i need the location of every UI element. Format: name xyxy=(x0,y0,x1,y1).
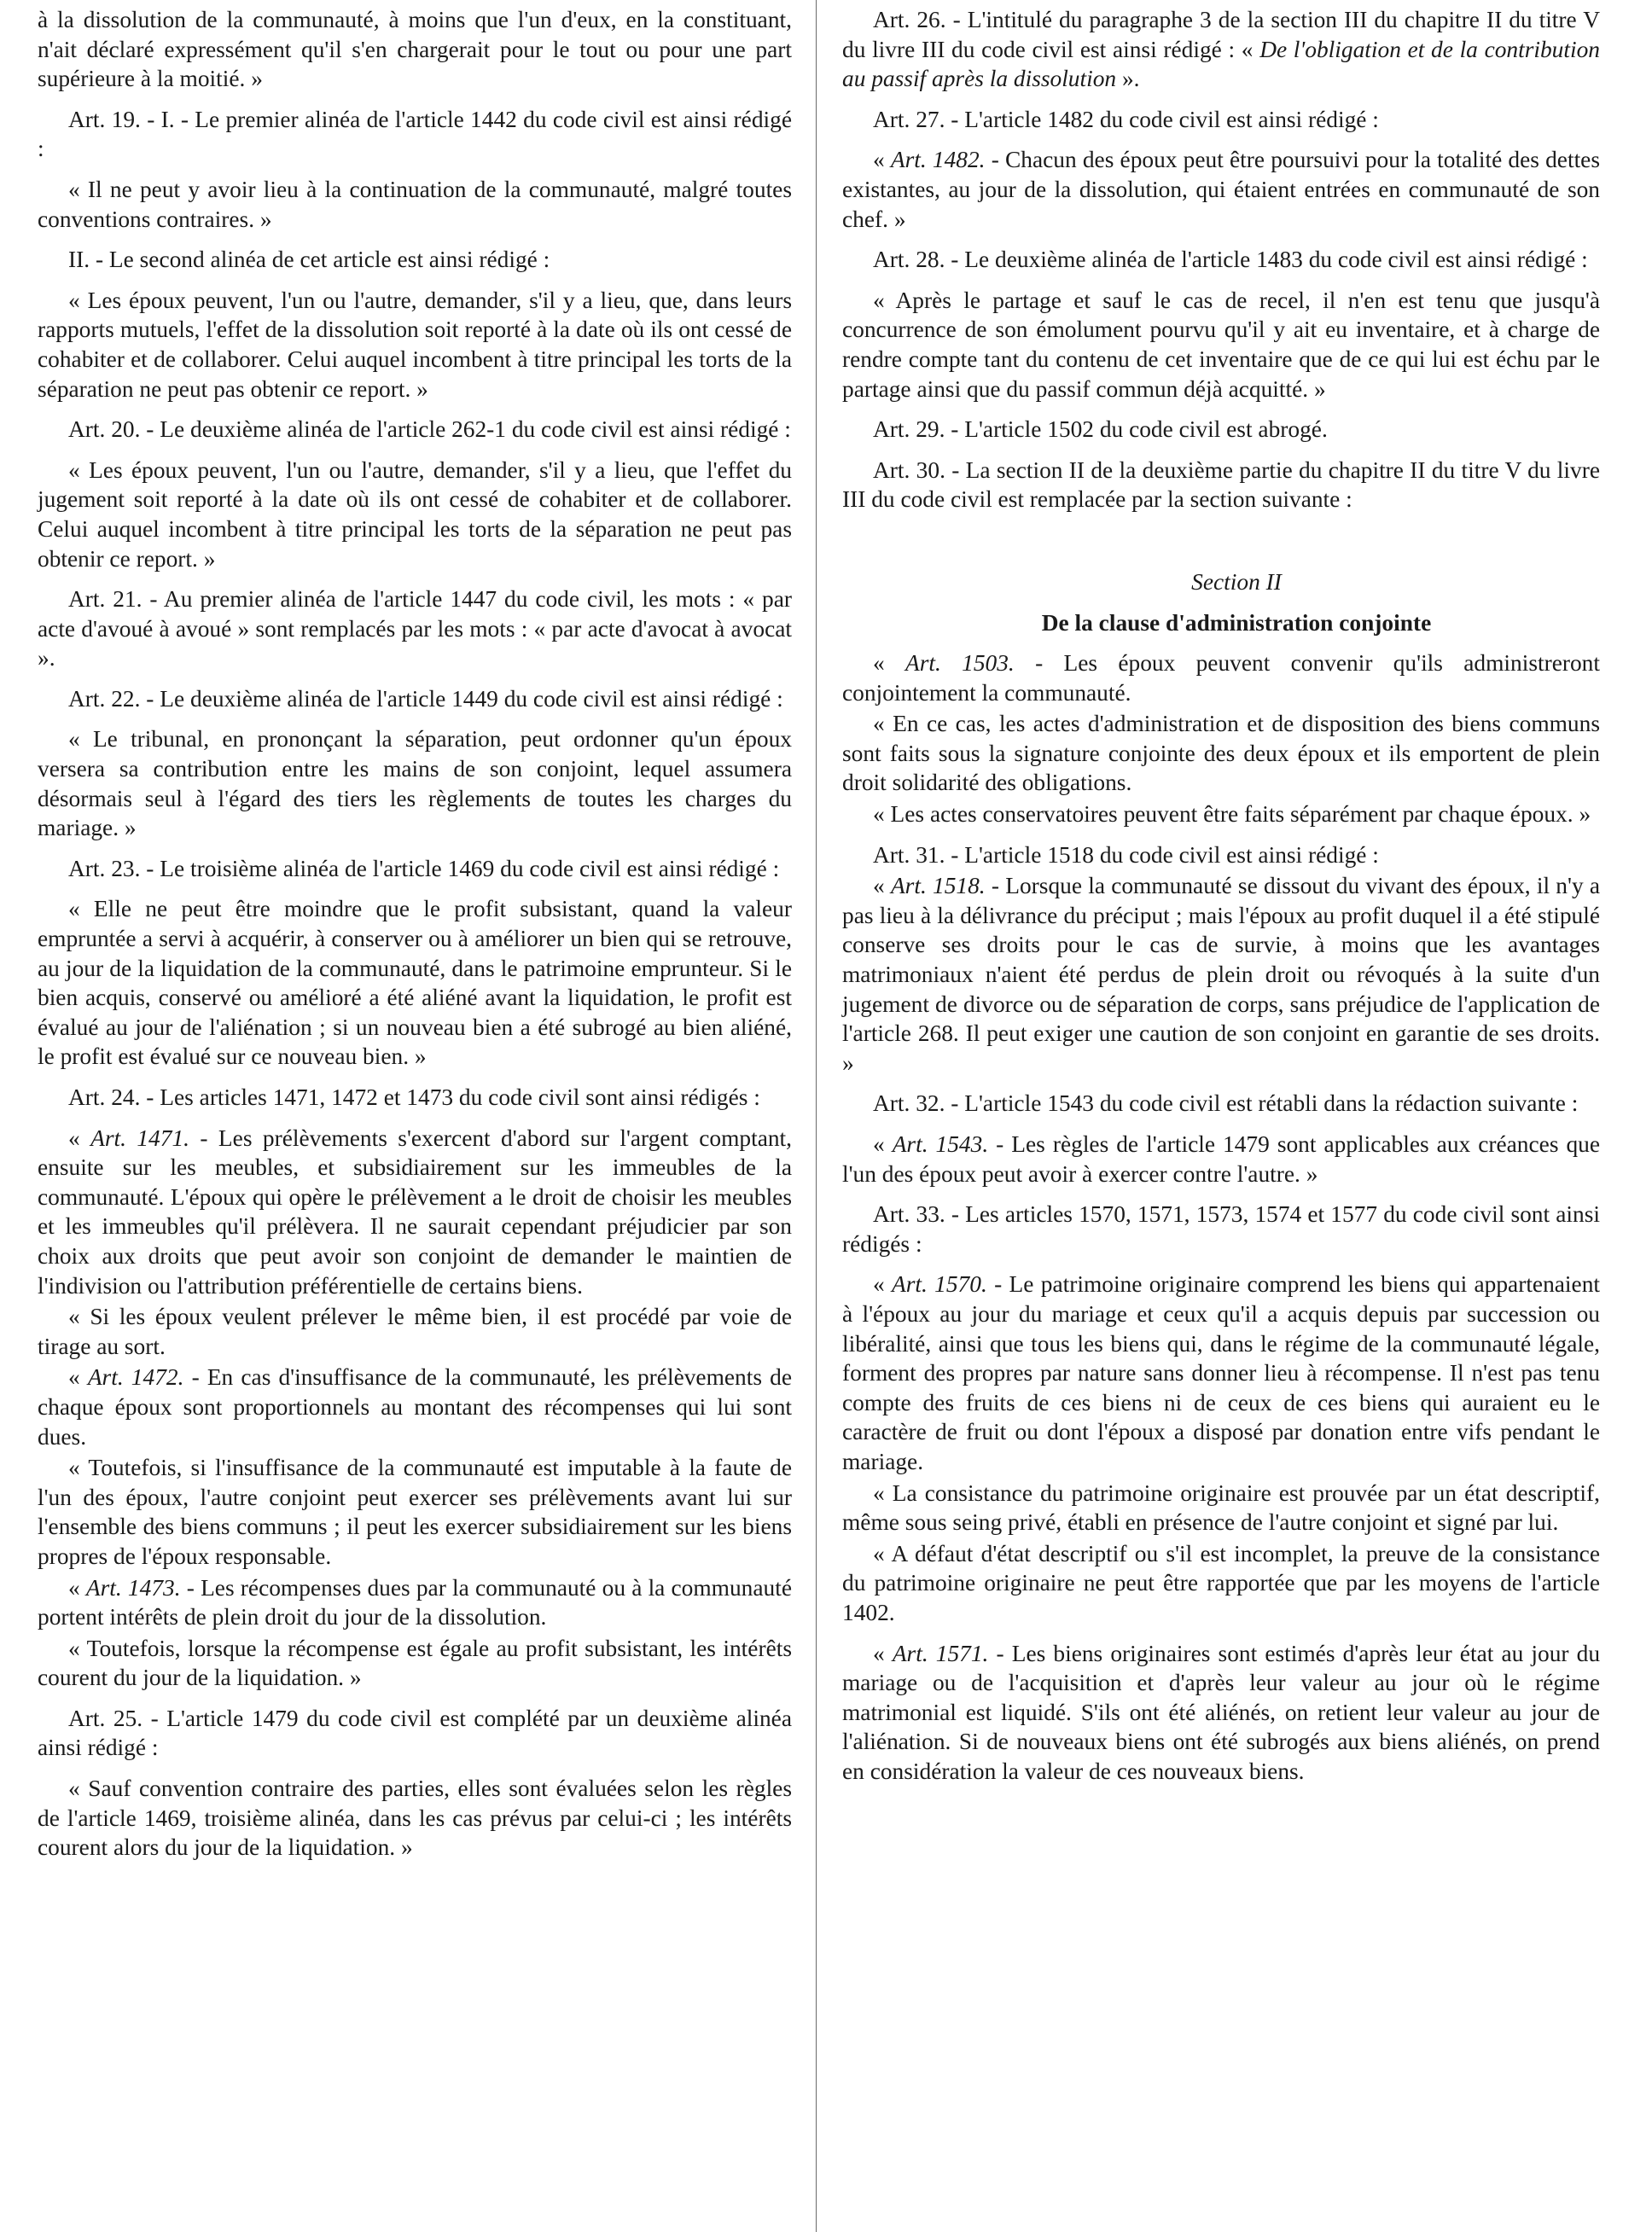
paragraph: « Il ne peut y avoir lieu à la continuation de la communauté, malgré toutes conventions contraires. » xyxy=(38,176,792,232)
paragraph: Art. 31. - L'article 1518 du code civil est ainsi rédigé : xyxy=(873,841,1379,868)
right-column-top xyxy=(842,5,1600,514)
paragraph: « Art. 1472. - En cas d'insuffisance de la communauté, les prélèvements de chaque époux sont proportionnels au montant des récompenses qui lui sont dues. xyxy=(38,1364,792,1450)
paragraph: Art. 22. - Le deuxième alinéa de l'article 1449 du code civil est ainsi rédigé : xyxy=(68,685,783,712)
paragraph: « Art. 1471. - Les prélèvements s'exercent d'abord sur l'argent comptant, ensuite sur les meubles, et subsidiairement sur les immeubles de la communauté. L'époux qui opère le prélèvement a le droit de choisir les meubles et les immeubles qu'il prélèvera. Il ne saurait cependant préjudicier par son choix aux droits que peut avoir son conjoint de demander le maintien de l'indivision ou l'attribution préférentielle de certains biens. xyxy=(38,1125,792,1299)
paragraph: Art. 23. - Le troisième alinéa de l'article 1469 du code civil est ainsi rédigé : xyxy=(68,855,780,881)
paragraph: à la dissolution de la communauté, à moins que l'un d'eux, en la constituant, n'ait déclaré expressément qu'il s'en chargerait pour le tout ou pour une part supérieure à la moitié. » xyxy=(38,7,792,92)
paragraph: II. - Le second alinéa de cet article est ainsi rédigé : xyxy=(68,247,550,273)
section-subtitle: De la clause d'administration conjointe xyxy=(1041,609,1432,636)
column-divider xyxy=(816,0,817,2232)
paragraph: « La consistance du patrimoine originaire est prouvée par un état descriptif, même sous seing privé, établi en présence de l'autre conjoint et signé par lui. xyxy=(842,1479,1600,1536)
paragraph: Art. 19. - I. - Le premier alinéa de l'article 1442 du code civil est ainsi rédigé : xyxy=(38,106,792,162)
paragraph: « Toutefois, si l'insuffisance de la communauté est imputable à la faute de l'un des époux, l'autre conjoint peut exercer ses prélèvements avant lui sur l'ensemble des biens communs ; il peut les exercer subsidiairement sur les biens propres de l'époux responsable. xyxy=(38,1455,792,1569)
paragraph: « Art. 1518. - Lorsque la communauté se dissout du vivant des époux, il n'y a pas lieu à la délivrance du préciput ; mais l'époux au profit duquel il a été stipulé conserve ses droits pour le cas de survie, à moins que les avantages matrimoniaux n'aient été perdus de plein droit ou révoqués à la suite d'un jugement de divorce ou de séparation de corps, sans préjudice de l'application de l'article 268. Il peut exiger une caution de son conjoint en garantie de ses droits. » xyxy=(842,873,1601,1076)
paragraph: Art. 28. - Le deuxième alinéa de l'article 1483 du code civil est ainsi rédigé : xyxy=(873,247,1588,273)
paragraph: « Les époux peuvent, l'un ou l'autre, demander, s'il y a lieu, que l'effet du jugement soit reporté à la date où ils ont cessé de cohabiter et de collaborer. Celui auquel incombent à titre principal les torts de la séparation ne peut pas obtenir ce report. » xyxy=(38,456,792,572)
paragraph: Art. 21. - Au premier alinéa de l'article 1447 du code civil, les mots : « par acte d'avoué à avoué » sont remplacés par les mots : « par acte d'avocat à avocat ». xyxy=(38,586,792,671)
paragraph: « Toutefois, lorsque la récompense est égale au profit subsistant, les intérêts courent du jour de la liquidation. » xyxy=(38,1635,792,1691)
left-column xyxy=(38,5,792,1874)
section-title: Section II xyxy=(1191,568,1282,595)
paragraph: « Les actes conservatoires peuvent être faits séparément par chaque époux. » xyxy=(873,801,1591,828)
right-column-bottom xyxy=(842,648,1600,1786)
paragraph: Art. 25. - L'article 1479 du code civil est complété par un deuxième alinéa ainsi rédigé : xyxy=(38,1705,792,1761)
paragraph: Art. 27. - L'article 1482 du code civil est ainsi rédigé : xyxy=(873,106,1379,132)
right-column xyxy=(842,5,1600,1797)
paragraph: « A défaut d'état descriptif ou s'il est incomplet, la preuve de la consistance du patrimoine originaire ne peut être rapportée que par les moyens de l'article 1402. xyxy=(842,1540,1600,1625)
section-heading-block xyxy=(842,567,1600,637)
paragraph: « Après le partage et sauf le cas de recel, il n'en est tenu que jusqu'à concurrence de son émolument pourvu qu'il y ait eu inventaire, et à charge de rendre compte tant du contenu de cet inventaire que de ce qui lui est échu par le partage ainsi que du passif commun déjà acquitté. » xyxy=(842,287,1600,402)
paragraph: Art. 32. - L'article 1543 du code civil est rétabli dans la rédaction suivante : xyxy=(873,1090,1579,1117)
paragraph: « Elle ne peut être moindre que le profit subsistant, quand la valeur empruntée a servi à acquérir, à conserver ou à améliorer un bien qui se retrouve, au jour de la liquidation de la communauté, dans le patrimoine emprunteur. Si le bien acquis, conservé ou amélioré a été aliéné avant la liquidation, le profit est évalué au jour de l'aliénation ; si un nouveau bien a été subrogé au bien aliéné, le profit est évalué sur ce nouveau bien. » xyxy=(38,896,792,1070)
paragraph: « Sauf convention contraire des parties, elles sont évaluées selon les règles de l'article 1469, troisième alinéa, dans les cas prévus par celui-ci ; les intérêts courent alors du jour de la liquidation. » xyxy=(38,1776,792,1861)
paragraph: « Art. 1473. - Les récompenses dues par la communauté ou à la communauté portent intérêts de plein droit du jour de la dissolution. xyxy=(38,1574,792,1630)
paragraph: « Art. 1570. - Le patrimoine originaire comprend les biens qui appartenaient à l'époux au jour du mariage et ceux qu'il a acquis depuis par succession ou libéralité, ainsi que tous les biens qui, dans le régime de la communauté légale, forment des propres par nature sans donner lieu à récompense. Il n'est pas tenu compte des fruits de ces biens ni de ceux de ces biens qui auraient eu le caractère de fruit ou dont l'époux a disposé par donation entre vifs pendant le mariage. xyxy=(842,1271,1601,1474)
paragraph: « Art. 1482. - Chacun des époux peut être poursuivi pour la totalité des dettes existantes, au jour de la dissolution, qui étaient entrées en communauté de son chef. » xyxy=(842,147,1600,232)
paragraph: « Si les époux veulent prélever le même bien, il est procédé par voie de tirage au sort. xyxy=(38,1304,792,1359)
paragraph: « Art. 1543. - Les règles de l'article 1479 sont applicables aux créances que l'un des époux peut avoir à exercer contre l'autre. » xyxy=(842,1131,1601,1187)
paragraph: « Art. 1503. - Les époux peuvent convenir qu'ils administreront conjointement la communauté. xyxy=(842,650,1600,706)
paragraph: « Art. 1571. - Les biens originaires sont estimés d'après leur état au jour du mariage ou de l'acquisition et d'après leur valeur au jour où le régime matrimonial est liquidé. S'ils ont été aliénés, on retient leur valeur au jour de l'aliénation. Si de nouveaux biens ont été subrogés aux biens aliénés, on prend en considération la valeur de ces nouveaux biens. xyxy=(842,1640,1601,1784)
paragraph: Art. 29. - L'article 1502 du code civil est abrogé. xyxy=(873,416,1328,443)
paragraph: Art. 30. - La section II de la deuxième partie du chapitre II du titre V du livre III du code civil est remplacée par la section suivante : xyxy=(842,456,1600,513)
paragraph: « En ce cas, les actes d'administration et de disposition des biens communs sont faits sous la signature conjointe des deux époux et ils emportent de plein droit solidarité des obligations. xyxy=(842,711,1600,796)
paragraph: Art. 33. - Les articles 1570, 1571, 1573, 1574 et 1577 du code civil sont ainsi rédigés : xyxy=(842,1201,1600,1257)
paragraph: Art. 26. - L'intitulé du paragraphe 3 de la section III du chapitre II du titre V du livre III du code civil est ainsi rédigé : « De l'obligation et de la contribution au passif après la dissolution ». xyxy=(842,7,1600,92)
paragraph: « Le tribunal, en prononçant la séparation, peut ordonner qu'un époux versera sa contribution entre les mains de son conjoint, lequel assumera désormais seul à l'égard des tiers les règlements de toutes les charges du mariage. » xyxy=(38,726,792,841)
paragraph: Art. 24. - Les articles 1471, 1472 et 1473 du code civil sont ainsi rédigés : xyxy=(68,1084,760,1110)
paragraph: « Les époux peuvent, l'un ou l'autre, demander, s'il y a lieu, que, dans leurs rapports mutuels, l'effet de la dissolution soit reporté à la date où ils ont cessé de cohabiter et de collaborer. Celui auquel incombent à titre principal les torts de la séparation ne peut pas obtenir ce report. » xyxy=(38,287,792,402)
paragraph: Art. 20. - Le deuxième alinéa de l'article 262-1 du code civil est ainsi rédigé : xyxy=(68,416,791,443)
